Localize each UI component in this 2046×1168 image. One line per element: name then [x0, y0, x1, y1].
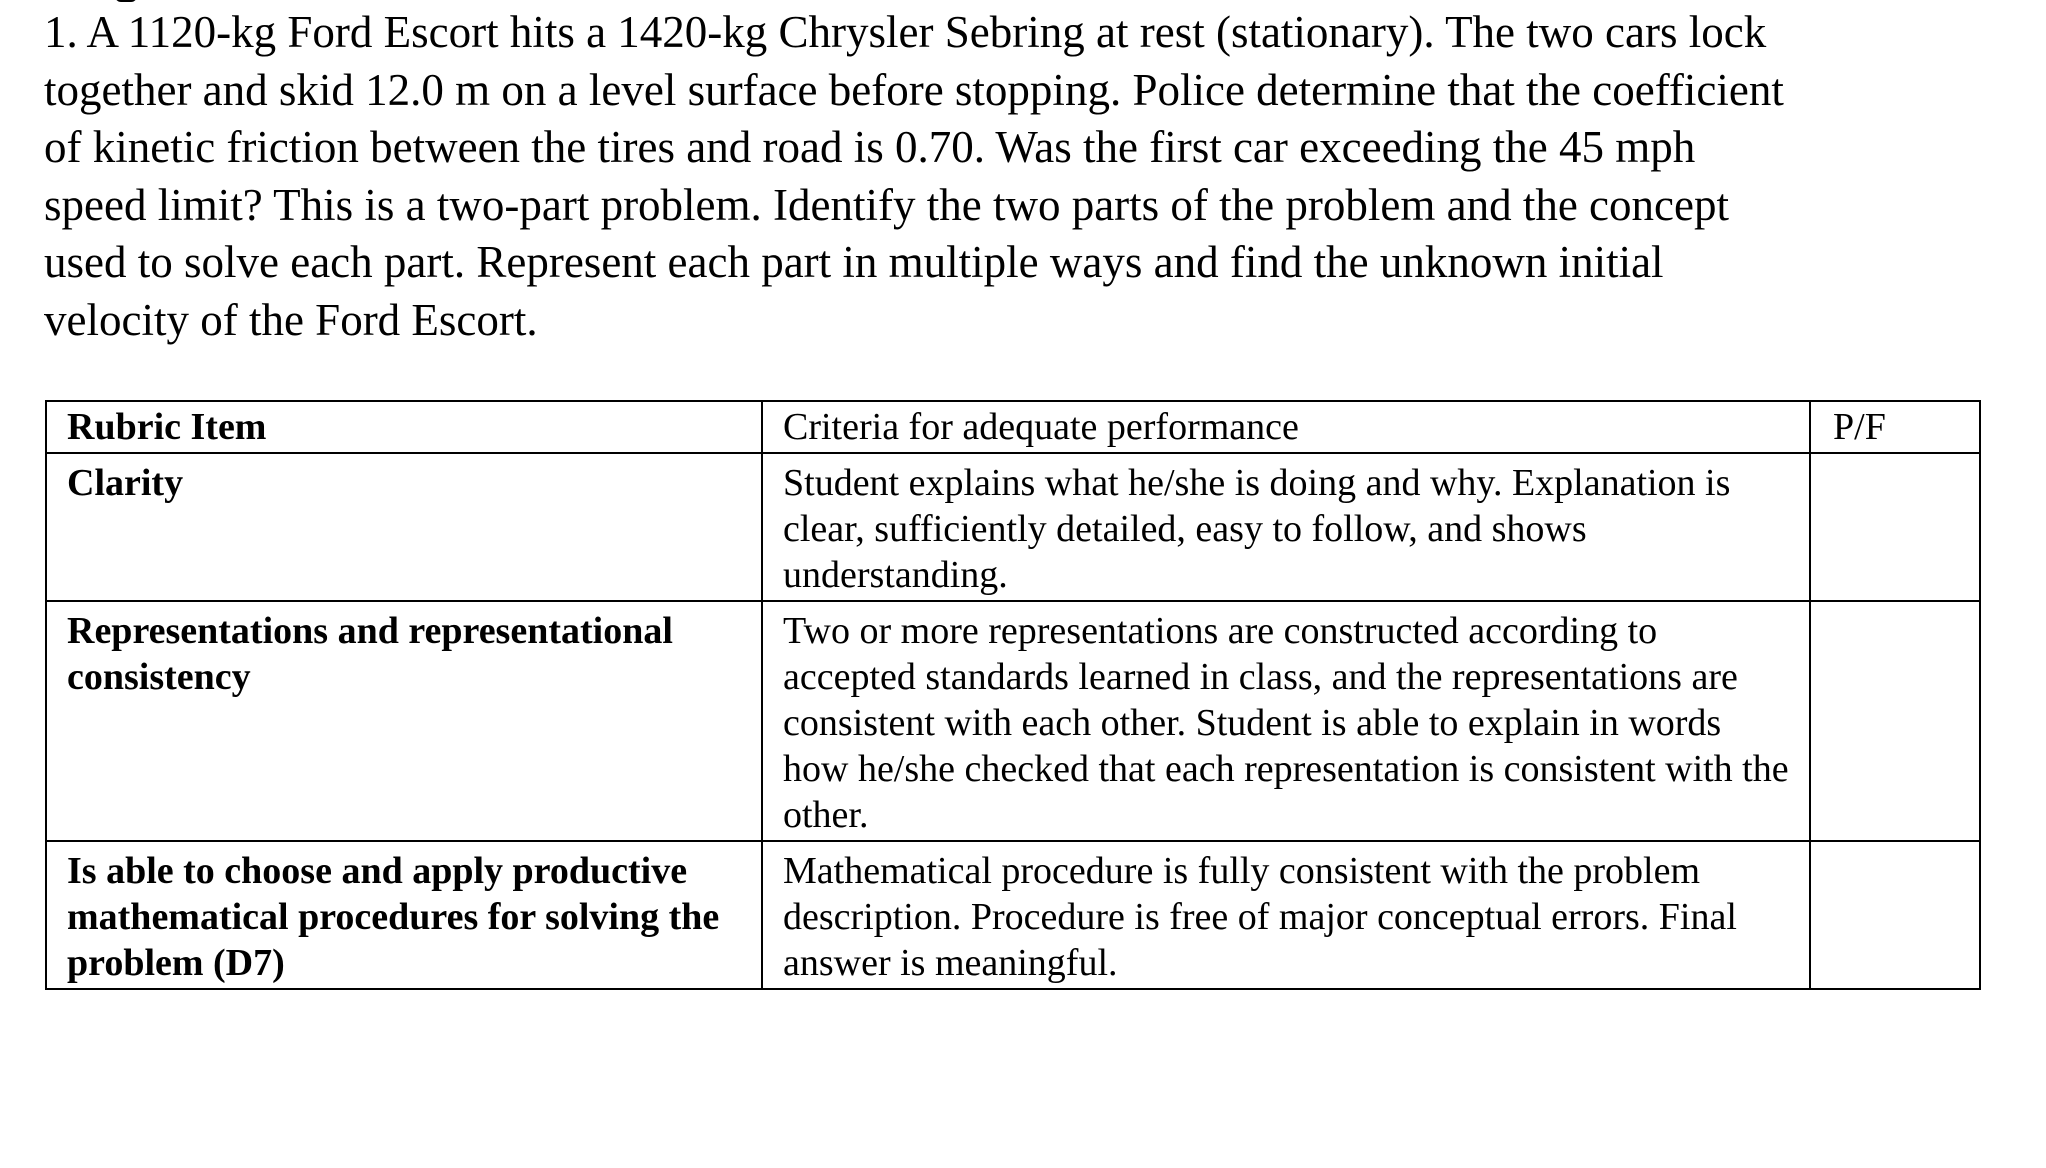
- header-rubric-item: Rubric Item: [46, 401, 762, 453]
- clipped-text-fragment: [115, 0, 137, 2]
- table-row: [46, 453, 1980, 601]
- rubric-table: [45, 400, 1981, 990]
- pf-cell: [1810, 841, 1980, 989]
- table-header-row: [46, 401, 1980, 453]
- pf-cell: [1810, 601, 1980, 841]
- rubric-item-cell: Representations and representational consistency: [46, 601, 762, 841]
- criteria-cell: Student explains what he/she is doing and why. Explanation is clear, sufficiently detailed, easy to follow, and shows understanding.: [762, 453, 1810, 601]
- header-criteria: Criteria for adequate performance: [762, 401, 1810, 453]
- rubric-item-cell: Clarity: [46, 453, 762, 601]
- table-row: [46, 601, 1980, 841]
- problem-statement: 1. A 1120-kg Ford Escort hits a 1420-kg Chrysler Sebring at rest (stationary). The two cars lock together and skid 12.0 m on a level surface before stopping. Police determine that the coefficient of kinetic friction between the tires and road is 0.70. Was the first car exceeding the 45 mph speed limit? This is a two-part problem. Identify the two parts of the problem and the concept used to solve each part. Represent each part in multiple ways and find the unknown initial velocity of the Ford Escort.: [44, 7, 1784, 345]
- header-pf: P/F: [1810, 401, 1980, 453]
- table-row: [46, 841, 1980, 989]
- criteria-cell: Mathematical procedure is fully consistent with the problem description. Procedure is free of major conceptual errors. Final answer is meaningful.: [762, 841, 1810, 989]
- pf-cell: [1810, 453, 1980, 601]
- rubric-item-cell: Is able to choose and apply productive mathematical procedures for solving the problem (D7): [46, 841, 762, 989]
- criteria-cell: Two or more representations are constructed according to accepted standards learned in class, and the representations are consistent with each other. Student is able to explain in words how he/she checked that each representation is consistent with the other.: [762, 601, 1810, 841]
